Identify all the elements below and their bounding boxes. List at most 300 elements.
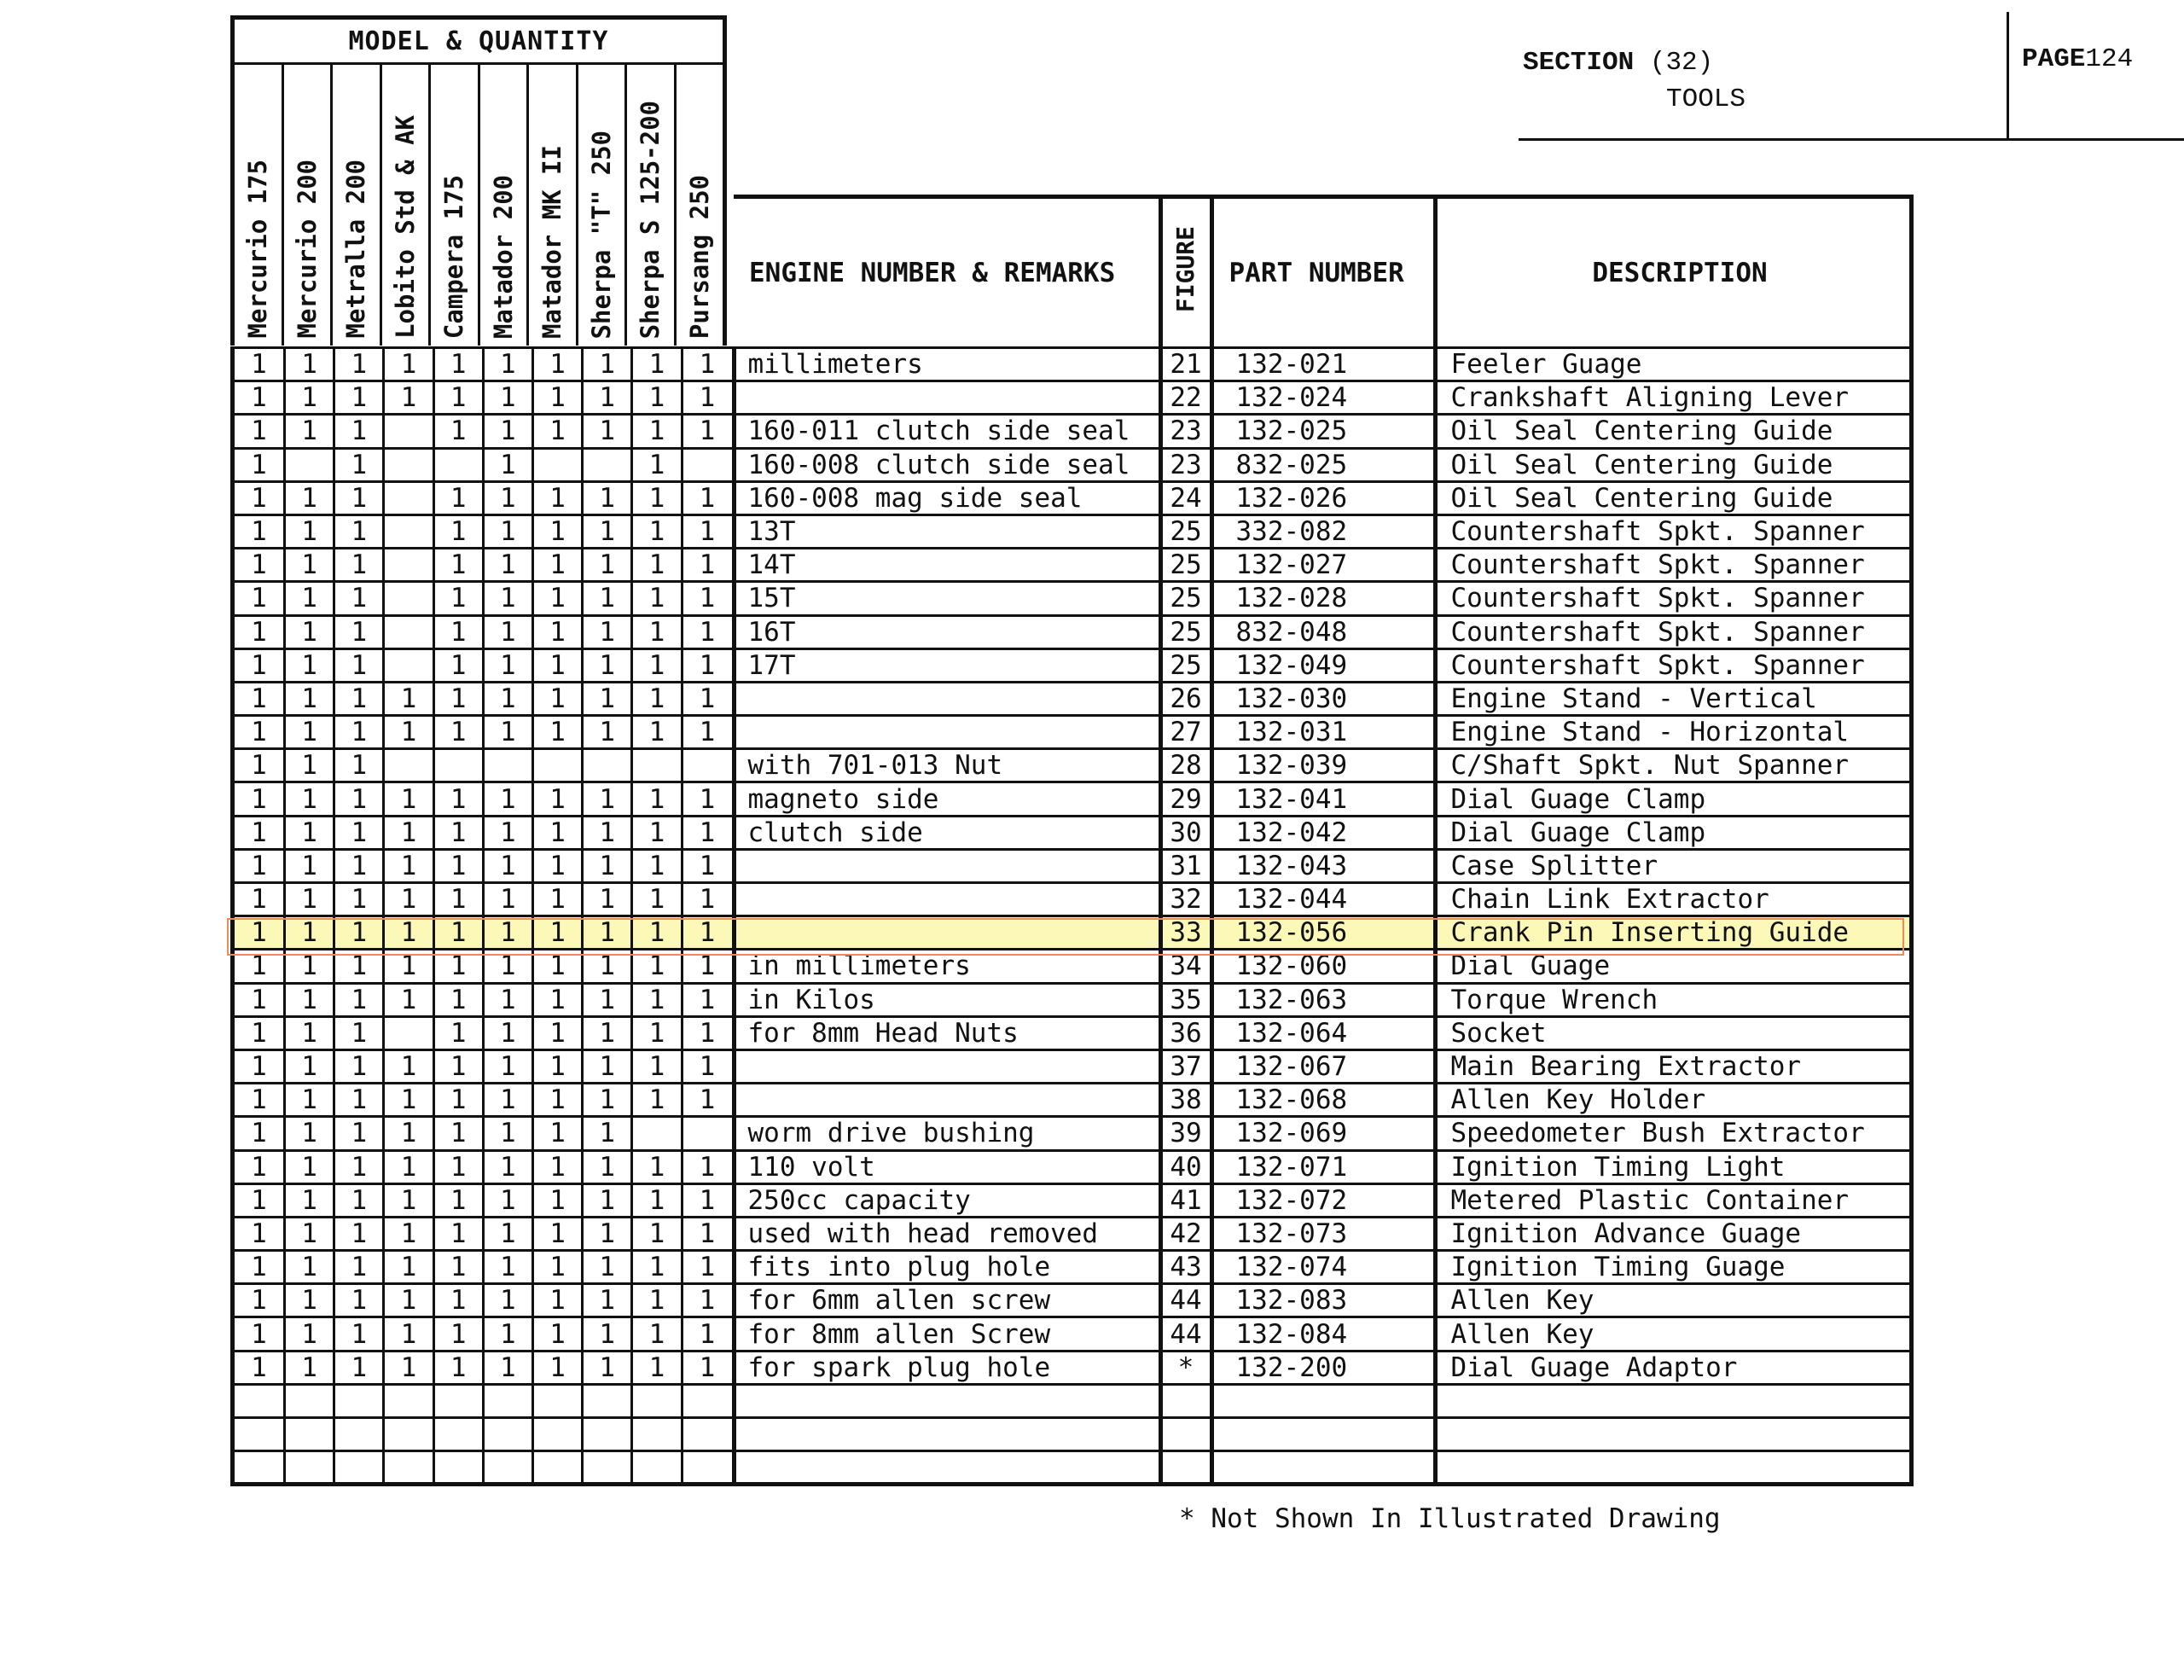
figure-cell: 34 [1160, 950, 1211, 983]
quantity-cell: 1 [632, 782, 682, 816]
table-row [233, 648, 1912, 682]
remarks-cell [734, 849, 1160, 882]
part-number-cell: 132-200 [1211, 1351, 1435, 1384]
quantity-cell: 1 [433, 1016, 483, 1049]
quantity-cell: 1 [285, 1183, 334, 1217]
part-number-cell [1211, 1384, 1435, 1417]
description-cell [1435, 1418, 1911, 1451]
quantity-cell: 1 [682, 1317, 734, 1351]
table-row [233, 1016, 1912, 1049]
quantity-cell: 1 [285, 582, 334, 615]
quantity-cell: 1 [285, 782, 334, 816]
quantity-cell [384, 415, 433, 448]
quantity-cell [483, 1384, 532, 1417]
description-cell: C/Shaft Spkt. Nut Spanner [1435, 749, 1911, 782]
part-number-cell: 132-044 [1211, 883, 1435, 916]
quantity-cell: 1 [483, 381, 532, 415]
quantity-cell: 1 [384, 950, 433, 983]
figure-cell: 38 [1160, 1084, 1211, 1117]
quantity-cell: 1 [285, 381, 334, 415]
quantity-cell: 1 [433, 883, 483, 916]
figure-cell: 25 [1160, 615, 1211, 648]
description-cell: Feeler Guage [1435, 348, 1911, 381]
table-row [233, 481, 1912, 514]
remarks-cell [734, 1418, 1160, 1451]
quantity-cell [583, 749, 632, 782]
model-header-label: Mercurio 200 [292, 160, 322, 339]
quantity-cell: 1 [483, 883, 532, 916]
figure-cell: 22 [1160, 381, 1211, 415]
table-row [233, 1117, 1912, 1150]
quantity-cell: 1 [532, 682, 582, 715]
remarks-cell: 160-011 clutch side seal [734, 415, 1160, 448]
quantity-cell: 1 [532, 716, 582, 749]
quantity-cell: 1 [682, 916, 734, 950]
quantity-cell: 1 [632, 1284, 682, 1317]
quantity-cell: 1 [632, 549, 682, 582]
quantity-cell [433, 448, 483, 481]
quantity-cell: 1 [632, 514, 682, 548]
quantity-cell: 1 [285, 983, 334, 1016]
quantity-cell: 1 [334, 716, 384, 749]
quantity-cell: 1 [583, 1117, 632, 1150]
description-cell: Ignition Advance Guage [1435, 1217, 1911, 1250]
quantity-cell: 1 [384, 816, 433, 849]
section-label: SECTION [1523, 48, 1635, 78]
figure-cell: 39 [1160, 1117, 1211, 1150]
quantity-cell: 1 [233, 514, 285, 548]
table-row [233, 950, 1912, 983]
quantity-cell: 1 [433, 716, 483, 749]
quantity-cell: 1 [532, 983, 582, 1016]
quantity-cell [532, 1451, 582, 1485]
quantity-cell: 1 [632, 1183, 682, 1217]
table-row [233, 514, 1912, 548]
quantity-cell: 1 [632, 582, 682, 615]
part-number-cell: 132-067 [1211, 1049, 1435, 1083]
quantity-cell: 1 [384, 1251, 433, 1284]
quantity-cell [233, 1384, 285, 1417]
part-number-cell: 132-049 [1211, 648, 1435, 682]
quantity-cell: 1 [433, 983, 483, 1016]
table-row [233, 682, 1912, 715]
quantity-cell: 1 [384, 1317, 433, 1351]
quantity-cell [483, 1418, 532, 1451]
quantity-cell: 1 [433, 615, 483, 648]
quantity-cell: 1 [632, 348, 682, 381]
quantity-cell: 1 [483, 1217, 532, 1250]
table-row [233, 716, 1912, 749]
quantity-cell: 1 [285, 1049, 334, 1083]
model-quantity-title: MODEL & QUANTITY [230, 15, 727, 65]
quantity-cell: 1 [632, 1217, 682, 1250]
quantity-cell: 1 [384, 348, 433, 381]
figure-cell: 35 [1160, 983, 1211, 1016]
quantity-cell: 1 [483, 514, 532, 548]
quantity-cell: 1 [532, 782, 582, 816]
quantity-cell: 1 [334, 514, 384, 548]
quantity-cell: 1 [483, 1317, 532, 1351]
part-number-cell: 132-021 [1211, 348, 1435, 381]
quantity-cell: 1 [583, 1317, 632, 1351]
quantity-cell: 1 [233, 1016, 285, 1049]
table-row [233, 448, 1912, 481]
table-row [233, 549, 1912, 582]
quantity-cell: 1 [285, 950, 334, 983]
description-cell: Crank Pin Inserting Guide [1435, 916, 1911, 950]
description-cell: Chain Link Extractor [1435, 883, 1911, 916]
figure-cell: 42 [1160, 1217, 1211, 1250]
quantity-cell: 1 [433, 1150, 483, 1183]
part-number-cell [1211, 1418, 1435, 1451]
quantity-cell: 1 [334, 381, 384, 415]
quantity-cell: 1 [334, 1317, 384, 1351]
quantity-cell: 1 [632, 448, 682, 481]
quantity-cell: 1 [384, 849, 433, 882]
table-row [233, 749, 1912, 782]
quantity-cell: 1 [583, 1183, 632, 1217]
figure-cell [1160, 1384, 1211, 1417]
quantity-cell: 1 [233, 448, 285, 481]
part-number-cell: 132-071 [1211, 1150, 1435, 1183]
description-cell: Allen Key Holder [1435, 1084, 1911, 1117]
quantity-cell: 1 [583, 1217, 632, 1250]
quantity-cell [532, 1384, 582, 1417]
quantity-cell [285, 448, 334, 481]
quantity-cell: 1 [682, 1016, 734, 1049]
quantity-cell: 1 [583, 514, 632, 548]
quantity-cell [334, 1384, 384, 1417]
quantity-cell: 1 [384, 916, 433, 950]
quantity-cell: 1 [285, 1150, 334, 1183]
quantity-cell: 1 [285, 615, 334, 648]
quantity-cell: 1 [233, 1117, 285, 1150]
part-number-cell: 132-024 [1211, 381, 1435, 415]
quantity-cell: 1 [334, 549, 384, 582]
table-row [233, 381, 1912, 415]
section-header [1523, 44, 1821, 118]
figure-cell: 23 [1160, 448, 1211, 481]
remarks-cell: 250cc capacity [734, 1183, 1160, 1217]
quantity-cell: 1 [583, 1049, 632, 1083]
description-cell: Torque Wrench [1435, 983, 1911, 1016]
quantity-cell: 1 [682, 816, 734, 849]
quantity-cell: 1 [483, 1016, 532, 1049]
remarks-cell: for 6mm allen screw [734, 1284, 1160, 1317]
quantity-cell: 1 [583, 950, 632, 983]
quantity-cell: 1 [285, 1117, 334, 1150]
quantity-cell: 1 [433, 1317, 483, 1351]
description-cell: Case Splitter [1435, 849, 1911, 882]
quantity-cell: 1 [583, 1251, 632, 1284]
quantity-cell: 1 [682, 883, 734, 916]
quantity-cell [384, 549, 433, 582]
quantity-cell [632, 1384, 682, 1417]
part-number-cell: 332-082 [1211, 514, 1435, 548]
quantity-cell: 1 [483, 1049, 532, 1083]
quantity-cell: 1 [632, 950, 682, 983]
quantity-cell [233, 1418, 285, 1451]
model-header-label: Sherpa S 125-200 [636, 100, 665, 339]
quantity-cell [583, 1384, 632, 1417]
remarks-cell [734, 1384, 1160, 1417]
quantity-cell: 1 [433, 1084, 483, 1117]
quantity-cell: 1 [632, 1351, 682, 1384]
quantity-cell: 1 [433, 1351, 483, 1384]
description-cell: Oil Seal Centering Guide [1435, 415, 1911, 448]
quantity-cell [682, 1418, 734, 1451]
quantity-cell [384, 1418, 433, 1451]
quantity-cell: 1 [583, 348, 632, 381]
quantity-cell [632, 1117, 682, 1150]
part-number-cell: 132-031 [1211, 716, 1435, 749]
quantity-cell: 1 [682, 983, 734, 1016]
quantity-cell: 1 [632, 1049, 682, 1083]
description-cell: Speedometer Bush Extractor [1435, 1117, 1911, 1150]
quantity-cell: 1 [682, 1183, 734, 1217]
quantity-cell: 1 [285, 816, 334, 849]
quantity-cell: 1 [233, 1049, 285, 1083]
quantity-cell: 1 [532, 549, 582, 582]
quantity-cell: 1 [433, 1183, 483, 1217]
quantity-cell: 1 [632, 849, 682, 882]
figure-cell: 31 [1160, 849, 1211, 882]
quantity-cell: 1 [632, 381, 682, 415]
quantity-cell: 1 [433, 381, 483, 415]
quantity-cell: 1 [483, 782, 532, 816]
quantity-cell: 1 [285, 514, 334, 548]
table-row [233, 1451, 1912, 1485]
quantity-cell: 1 [334, 1117, 384, 1150]
part-number-cell [1211, 1451, 1435, 1485]
quantity-cell: 1 [334, 816, 384, 849]
quantity-cell: 1 [285, 682, 334, 715]
page-indicator [2022, 44, 2133, 74]
quantity-cell: 1 [233, 682, 285, 715]
figure-cell: 44 [1160, 1317, 1211, 1351]
description-cell: Countershaft Spkt. Spanner [1435, 582, 1911, 615]
remarks-cell [734, 381, 1160, 415]
quantity-cell [682, 749, 734, 782]
part-number-cell: 132-063 [1211, 983, 1435, 1016]
part-number-cell: 132-084 [1211, 1317, 1435, 1351]
quantity-cell: 1 [532, 1049, 582, 1083]
figure-cell: 40 [1160, 1150, 1211, 1183]
quantity-cell: 1 [682, 1217, 734, 1250]
quantity-cell: 1 [433, 415, 483, 448]
quantity-cell: 1 [384, 1183, 433, 1217]
figure-cell: 28 [1160, 749, 1211, 782]
quantity-cell [334, 1418, 384, 1451]
part-number-cell: 132-041 [1211, 782, 1435, 816]
quantity-cell: 1 [583, 549, 632, 582]
quantity-cell [483, 1451, 532, 1485]
quantity-cell: 1 [483, 549, 532, 582]
table-header-row [233, 197, 1912, 348]
description-cell: Countershaft Spkt. Spanner [1435, 549, 1911, 582]
description-cell: Allen Key [1435, 1317, 1911, 1351]
quantity-cell: 1 [583, 816, 632, 849]
quantity-cell [285, 1384, 334, 1417]
quantity-cell: 1 [632, 983, 682, 1016]
quantity-cell: 1 [483, 916, 532, 950]
part-number-cell: 132-072 [1211, 1183, 1435, 1217]
part-number-cell: 132-083 [1211, 1284, 1435, 1317]
remarks-cell: 13T [734, 514, 1160, 548]
table-row [233, 1150, 1912, 1183]
quantity-cell: 1 [532, 916, 582, 950]
quantity-cell [682, 1117, 734, 1150]
quantity-cell: 1 [583, 615, 632, 648]
quantity-cell: 1 [682, 381, 734, 415]
quantity-cell: 1 [682, 348, 734, 381]
quantity-cell: 1 [285, 648, 334, 682]
quantity-cell: 1 [334, 849, 384, 882]
remarks-cell: for 8mm Head Nuts [734, 1016, 1160, 1049]
quantity-cell: 1 [384, 883, 433, 916]
remarks-cell: 15T [734, 582, 1160, 615]
table-row [233, 849, 1912, 882]
table-row [233, 348, 1912, 381]
quantity-cell: 1 [483, 1150, 532, 1183]
tools-table [230, 195, 1914, 1486]
quantity-cell: 1 [483, 415, 532, 448]
quantity-cell: 1 [583, 716, 632, 749]
model-header-label: Mercurio 175 [243, 160, 273, 339]
part-number-cell: 132-060 [1211, 950, 1435, 983]
quantity-cell: 1 [285, 348, 334, 381]
quantity-cell: 1 [483, 582, 532, 615]
quantity-cell: 1 [233, 549, 285, 582]
remarks-cell: in millimeters [734, 950, 1160, 983]
description-cell: Engine Stand - Horizontal [1435, 716, 1911, 749]
quantity-cell: 1 [233, 849, 285, 882]
quantity-cell: 1 [285, 1251, 334, 1284]
quantity-cell: 1 [233, 883, 285, 916]
table-row [233, 1418, 1912, 1451]
quantity-cell: 1 [682, 950, 734, 983]
table-row [233, 1351, 1912, 1384]
figure-cell: 25 [1160, 648, 1211, 682]
quantity-cell: 1 [334, 415, 384, 448]
quantity-cell [285, 1418, 334, 1451]
quantity-cell: 1 [532, 849, 582, 882]
quantity-cell: 1 [532, 1150, 582, 1183]
quantity-cell: 1 [334, 1183, 384, 1217]
quantity-cell: 1 [682, 514, 734, 548]
remarks-cell: with 701-013 Nut [734, 749, 1160, 782]
part-number-cell: 132-026 [1211, 481, 1435, 514]
quantity-cell: 1 [682, 615, 734, 648]
quantity-cell: 1 [483, 950, 532, 983]
remarks-cell: for 8mm allen Screw [734, 1317, 1160, 1351]
quantity-cell: 1 [532, 1351, 582, 1384]
quantity-cell: 1 [632, 682, 682, 715]
table-row-highlighted [233, 916, 1912, 950]
description-cell: Ignition Timing Light [1435, 1150, 1911, 1183]
table-row [233, 1284, 1912, 1317]
figure-cell: 44 [1160, 1284, 1211, 1317]
quantity-cell [384, 749, 433, 782]
figure-cell: 24 [1160, 481, 1211, 514]
quantity-cell: 1 [334, 916, 384, 950]
table-row [233, 1217, 1912, 1250]
quantity-cell: 1 [285, 849, 334, 882]
quantity-cell [532, 1418, 582, 1451]
quantity-cell: 1 [483, 682, 532, 715]
quantity-cell: 1 [632, 1317, 682, 1351]
quantity-cell [682, 1384, 734, 1417]
remarks-cell: 160-008 clutch side seal [734, 448, 1160, 481]
quantity-cell: 1 [384, 716, 433, 749]
quantity-cell: 1 [682, 849, 734, 882]
quantity-cell: 1 [532, 582, 582, 615]
quantity-cell: 1 [334, 582, 384, 615]
quantity-cell [583, 1451, 632, 1485]
quantity-cell: 1 [532, 514, 582, 548]
quantity-cell: 1 [233, 1284, 285, 1317]
quantity-cell [433, 1451, 483, 1485]
quantity-cell: 1 [682, 582, 734, 615]
quantity-cell: 1 [233, 481, 285, 514]
quantity-cell: 1 [433, 849, 483, 882]
quantity-cell [334, 1451, 384, 1485]
quantity-cell: 1 [682, 682, 734, 715]
remarks-cell: fits into plug hole [734, 1251, 1160, 1284]
quantity-cell [433, 1418, 483, 1451]
figure-cell: 23 [1160, 415, 1211, 448]
quantity-cell: 1 [483, 716, 532, 749]
quantity-cell: 1 [532, 1183, 582, 1217]
quantity-cell: 1 [233, 1150, 285, 1183]
quantity-cell: 1 [583, 481, 632, 514]
table-row [233, 615, 1912, 648]
quantity-cell: 1 [632, 816, 682, 849]
quantity-cell: 1 [334, 1084, 384, 1117]
quantity-cell: 1 [682, 648, 734, 682]
part-number-header: PART NUMBER [1211, 197, 1435, 348]
quantity-cell: 1 [334, 1049, 384, 1083]
part-number-cell: 132-064 [1211, 1016, 1435, 1049]
quantity-cell: 1 [233, 381, 285, 415]
figure-cell: 26 [1160, 682, 1211, 715]
quantity-cell: 1 [483, 1117, 532, 1150]
quantity-cell [384, 481, 433, 514]
quantity-cell: 1 [682, 716, 734, 749]
quantity-cell [632, 1451, 682, 1485]
quantity-cell [632, 1418, 682, 1451]
quantity-cell: 1 [334, 1251, 384, 1284]
description-cell [1435, 1451, 1911, 1485]
figure-cell: 37 [1160, 1049, 1211, 1083]
quantity-cell: 1 [583, 415, 632, 448]
quantity-cell: 1 [532, 615, 582, 648]
quantity-cell: 1 [682, 1251, 734, 1284]
description-cell: Countershaft Spkt. Spanner [1435, 514, 1911, 548]
quantity-cell: 1 [285, 549, 334, 582]
quantity-cell: 1 [285, 749, 334, 782]
part-number-cell: 132-074 [1211, 1251, 1435, 1284]
quantity-cell: 1 [682, 549, 734, 582]
quantity-cell: 1 [583, 582, 632, 615]
quantity-cell: 1 [483, 648, 532, 682]
quantity-cell [384, 448, 433, 481]
remarks-cell [734, 883, 1160, 916]
quantity-cell: 1 [285, 1016, 334, 1049]
remarks-cell: used with head removed [734, 1217, 1160, 1250]
remarks-cell [734, 1084, 1160, 1117]
quantity-cell: 1 [433, 348, 483, 381]
